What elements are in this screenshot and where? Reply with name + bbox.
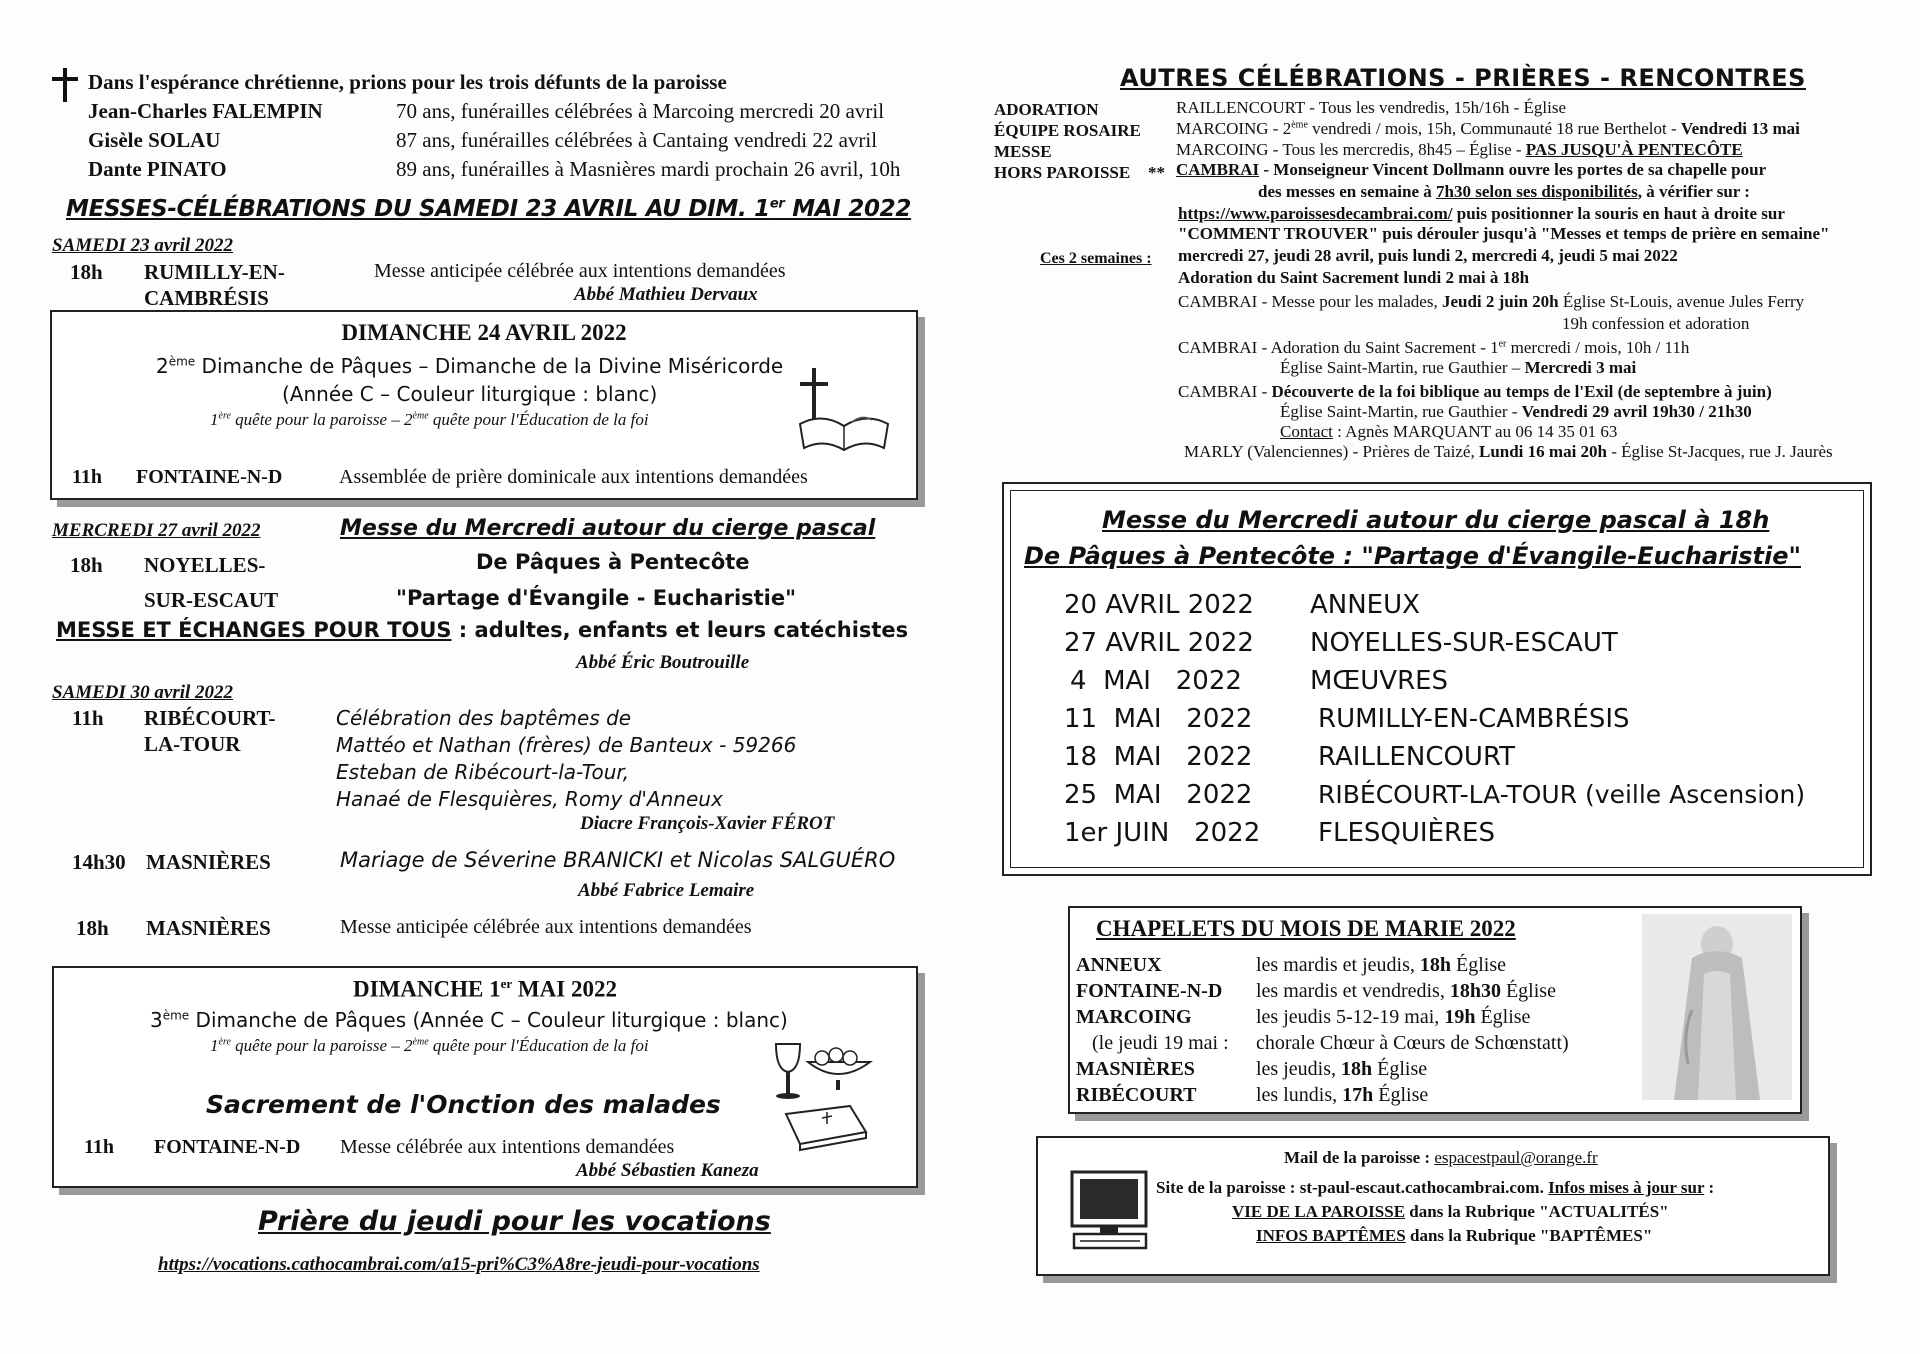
row-label: MESSE xyxy=(994,142,1052,161)
baptism-line: Mattéo et Nathan (frères) de Banteux - 59266 xyxy=(336,733,797,757)
mass-place: NOYELLES- xyxy=(144,553,266,577)
pascal-place: FLESQUIÈRES xyxy=(1318,818,1495,848)
row-label: ADORATION xyxy=(994,100,1099,119)
mass-time: 11h xyxy=(84,1136,115,1158)
baptism-line: Hanaé de Flesquières, Romy d'Anneux xyxy=(336,787,723,811)
pascal-place: MŒUVRES xyxy=(1310,666,1449,696)
pascal-place: RUMILLY-EN-CAMBRÉSIS xyxy=(1318,704,1630,734)
pascal-place: NOYELLES-SUR-ESCAUT xyxy=(1310,628,1618,658)
mass-description: Messe célébrée aux intentions demandées xyxy=(340,1136,675,1158)
mass-place: MASNIÈRES xyxy=(146,850,271,874)
chapelet-place: (le jeudi 19 mai : xyxy=(1092,1032,1229,1054)
chapelet-text: les mardis et vendredis, 18h30 Église xyxy=(1256,980,1556,1002)
mass-place: SUR-ESCAUT xyxy=(144,588,279,612)
chalice-bread-icon xyxy=(770,1040,890,1150)
celebrant: Abbé Éric Boutrouille xyxy=(576,652,750,673)
malades-line: 19h confession et adoration xyxy=(1562,314,1750,333)
deceased-name: Jean-Charles FALEMPIN xyxy=(88,99,323,123)
quete-info: 1ère quête pour la paroisse – 2ème quête pour l'Éducation de la foi xyxy=(210,410,649,429)
chapelet-text: les jeudis, 18h Église xyxy=(1256,1058,1428,1080)
mass-description: Messe anticipée célébrée aux intentions demandées xyxy=(340,916,752,938)
baptism-line: Célébration des baptêmes de xyxy=(336,706,632,730)
pascal-date: 25 MAI 2022 xyxy=(1064,780,1253,810)
row-text: MARCOING - 2ème vendredi / mois, 15h, Communauté 18 rue Berthelot - Vendredi 13 mai xyxy=(1176,119,1800,138)
pascal-place: ANNEUX xyxy=(1310,590,1420,620)
cambrai-chapel-line: des messes en semaine à 7h30 selon ses disponibilités, à vérifier sur : xyxy=(1258,182,1750,201)
pascal-subtitle: De Pâques à Pentecôte : "Partage d'Évangile-Eucharistie" xyxy=(1024,542,1801,570)
cambrai-chapel-line: CAMBRAI - Monseigneur Vincent Dollmann ouvre les portes de sa chapelle pour xyxy=(1176,160,1767,179)
pascal-place: RIBÉCOURT-LA-TOUR (veille Ascension) xyxy=(1318,780,1806,809)
exil-line: CAMBRAI - Découverte de la foi biblique au temps de l'Exil (de septembre à juin) xyxy=(1178,382,1772,401)
deceased-name: Dante PINATO xyxy=(88,157,227,181)
pascal-date: 1er JUIN 2022 xyxy=(1064,818,1261,848)
pascal-place: RAILLENCOURT xyxy=(1318,742,1516,772)
date-heading: SAMEDI 23 avril 2022 xyxy=(52,235,234,256)
sunday-title: DIMANCHE 1er MAI 2022 xyxy=(353,976,617,1002)
cierge-pascal-box xyxy=(1002,482,1872,876)
chapelet-text: les lundis, 17h Église xyxy=(1256,1084,1429,1106)
mass-description: Assemblée de prière dominicale aux intentions demandées xyxy=(339,466,808,488)
marly-line: MARLY (Valenciennes) - Prières de Taizé, Lundi 16 mai 20h - Église St-Jacques, rue J. Jaurès xyxy=(1184,442,1833,461)
date-heading: SAMEDI 30 avril 2022 xyxy=(52,682,234,703)
row-text: MARCOING - Tous les mercredis, 8h45 – Église - PAS JUSQU'À PENTECÔTE xyxy=(1176,140,1743,159)
mass-place: LA-TOUR xyxy=(144,732,241,756)
right-title: AUTRES CÉLÉBRATIONS - PRIÈRES - RENCONTRES xyxy=(1120,64,1806,92)
sunday-1-box xyxy=(52,966,918,1188)
vocations-title: Prière du jeudi pour les vocations xyxy=(258,1206,771,1237)
pascal-date: 4 MAI 2022 xyxy=(1070,666,1242,696)
semaines-text: mercredi 27, jeudi 28 avril, puis lundi 2, mercredi 4, jeudi 5 mai 2022 xyxy=(1178,246,1678,265)
celebrant: Abbé Sébastien Kaneza xyxy=(576,1160,759,1181)
row-label: HORS PAROISSE xyxy=(994,163,1131,182)
wedding-line: Mariage de Séverine BRANICKI et Nicolas SALGUÉRO xyxy=(340,848,896,872)
chapelets-title: CHAPELETS DU MOIS DE MARIE 2022 xyxy=(1096,916,1516,941)
echanges-line: MESSE ET ÉCHANGES POUR TOUS : adultes, enfants et leurs catéchistes xyxy=(56,618,909,642)
site-line: Site de la paroisse : st-paul-escaut.cathocambrai.com. Infos mises à jour sur : xyxy=(1156,1178,1715,1197)
deceased-details: 87 ans, funérailles célébrées à Cantaing vendredi 22 avril xyxy=(396,128,878,152)
contact-line: Contact : Agnès MARQUANT au 06 14 35 01 63 xyxy=(1280,422,1618,441)
theme: "Partage d'Évangile - Eucharistie" xyxy=(396,586,797,610)
semaines-label: Ces 2 semaines : xyxy=(1040,250,1152,267)
baptism-line: Esteban de Ribécourt-la-Tour, xyxy=(336,760,630,784)
contact-box xyxy=(1036,1136,1830,1276)
mass-time: 11h xyxy=(72,706,104,730)
mass-place: FONTAINE-N-D xyxy=(154,1136,301,1158)
chapelets-box xyxy=(1068,906,1802,1114)
mass-description: Messe anticipée célébrée aux intentions demandées xyxy=(374,260,786,282)
mass-time: 18h xyxy=(70,260,103,284)
bible-cross-icon xyxy=(792,364,892,454)
deceased-details: 89 ans, funérailles à Masnières mardi prochain 26 avril, 10h xyxy=(396,157,901,181)
mass-place: RUMILLY-EN- xyxy=(144,260,285,284)
mass-time: 11h xyxy=(72,466,103,488)
cross-icon xyxy=(52,68,78,102)
chapelet-place: RIBÉCOURT xyxy=(1076,1084,1197,1106)
deceased-name: Gisèle SOLAU xyxy=(88,128,221,152)
computer-icon xyxy=(1070,1170,1150,1252)
pascal-title: Messe du Mercredi autour du cierge pascal à 18h xyxy=(1102,506,1770,534)
vie-line: VIE DE LA PAROISSE dans la Rubrique "ACTUALITÉS" xyxy=(1232,1202,1669,1221)
adoration-line: Adoration du Saint Sacrement lundi 2 mai à 18h xyxy=(1178,268,1530,287)
chapelet-text: les jeudis 5-12-19 mai, 19h Église xyxy=(1256,1006,1531,1028)
chapelet-place: FONTAINE-N-D xyxy=(1076,980,1223,1002)
mass-place: FONTAINE-N-D xyxy=(136,466,283,488)
masses-title: MESSES-CÉLÉBRATIONS DU SAMEDI 23 AVRIL AU DIM. 1er MAI 2022 xyxy=(66,196,912,222)
adoration-monthly-line: Église Saint-Martin, rue Gauthier – Mercredi 3 mai xyxy=(1280,358,1637,377)
celebrant: Abbé Mathieu Dervaux xyxy=(574,284,758,305)
chapelet-place: ANNEUX xyxy=(1076,954,1162,976)
mail-link[interactable]: espacestpaul@orange.fr xyxy=(1434,1148,1598,1167)
chapelet-text: les mardis et jeudis, 18h Église xyxy=(1256,954,1506,976)
sunday-subtitle: 3ème Dimanche de Pâques (Année C – Couleur liturgique : blanc) xyxy=(150,1008,788,1032)
cambrai-chapel-line: https://www.paroissesdecambrai.com/ puis positionner la souris en haut à droite sur xyxy=(1178,204,1785,223)
chapelet-place: MARCOING xyxy=(1076,1006,1192,1028)
sacrement-title: Sacrement de l'Onction des malades xyxy=(206,1090,721,1119)
malades-line: CAMBRAI - Messe pour les malades, Jeudi 2 juin 20h Église St-Louis, avenue Jules Ferry xyxy=(1178,292,1805,311)
date-heading: MERCREDI 27 avril 2022 xyxy=(52,520,261,541)
mass-time: 14h30 xyxy=(72,850,126,874)
wednesday-heading: Messe du Mercredi autour du cierge pascal xyxy=(340,516,876,541)
quete-info: 1ère quête pour la paroisse – 2ème quête pour l'Éducation de la foi xyxy=(210,1036,649,1055)
pascal-date: 20 AVRIL 2022 xyxy=(1064,590,1254,620)
sunday-subtitle: 2ème Dimanche de Pâques – Dimanche de la Divine Miséricorde xyxy=(156,354,784,378)
deceased-details: 70 ans, funérailles célébrées à Marcoing mercredi 20 avril xyxy=(396,99,885,123)
chapelet-text: chorale Chœur à Cœurs de Schœnstatt) xyxy=(1256,1032,1569,1054)
mail-line: Mail de la paroisse : espacestpaul@orange.fr xyxy=(1284,1148,1598,1167)
vocations-link[interactable]: https://vocations.cathocambrai.com/a15-pri%C3%A8re-jeudi-pour-vocations xyxy=(158,1254,760,1275)
deceased-intro: Dans l'espérance chrétienne, prions pour les trois défunts de la paroisse xyxy=(88,70,727,94)
row-label: ÉQUIPE ROSAIRE xyxy=(994,121,1141,140)
mass-place: MASNIÈRES xyxy=(146,916,271,940)
theme: De Pâques à Pentecôte xyxy=(476,550,750,574)
sunday-24-box xyxy=(50,310,918,500)
sunday-title: DIMANCHE 24 AVRIL 2022 xyxy=(341,320,627,345)
mass-time: 18h xyxy=(70,553,103,577)
pascal-date: 11 MAI 2022 xyxy=(1064,704,1253,734)
row-text: RAILLENCOURT - Tous les vendredis, 15h/16h - Église xyxy=(1176,98,1567,117)
cambrai-chapel-line: "COMMENT TROUVER" puis dérouler jusqu'à "Messes et temps de prière en semaine" xyxy=(1178,224,1830,243)
sunday-liturgy: (Année C – Couleur liturgique : blanc) xyxy=(282,382,658,406)
infos-line: INFOS BAPTÊMES dans la Rubrique "BAPTÊMES" xyxy=(1256,1226,1653,1245)
adoration-monthly-line: CAMBRAI - Adoration du Saint Sacrement - 1er mercredi / mois, 10h / 11h xyxy=(1178,338,1690,357)
mass-place: RIBÉCOURT- xyxy=(144,706,276,730)
mass-time: 18h xyxy=(76,916,109,940)
celebrant: Abbé Fabrice Lemaire xyxy=(578,880,755,901)
chapelet-place: MASNIÈRES xyxy=(1076,1058,1195,1080)
pascal-date: 27 AVRIL 2022 xyxy=(1064,628,1254,658)
celebrant: Diacre François-Xavier FÉROT xyxy=(580,813,835,834)
row-stars: ** xyxy=(1148,163,1165,182)
mass-place: CAMBRÉSIS xyxy=(144,286,269,310)
virgin-mary-icon xyxy=(1642,914,1792,1100)
pascal-date: 18 MAI 2022 xyxy=(1064,742,1253,772)
exil-line: Église Saint-Martin, rue Gauthier - Vendredi 29 avril 19h30 / 21h30 xyxy=(1280,402,1752,421)
